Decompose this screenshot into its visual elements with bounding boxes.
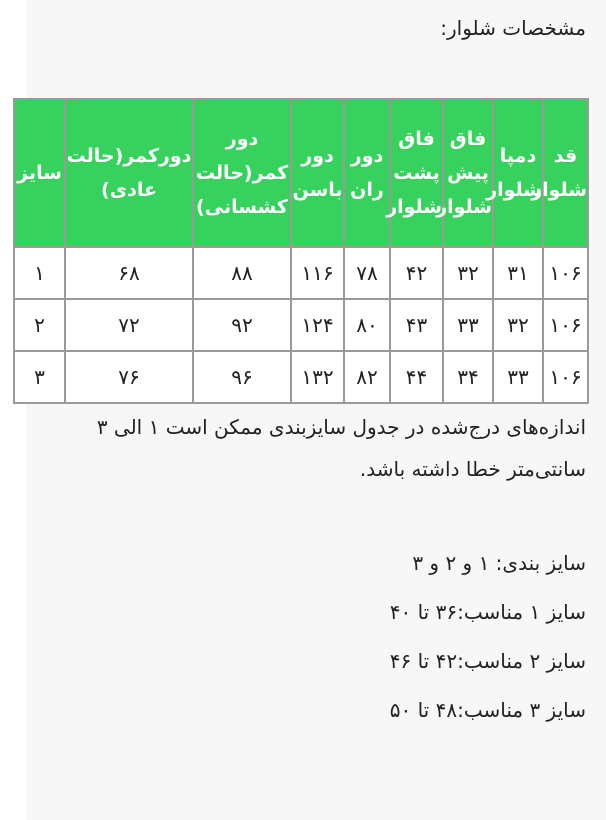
table-cell: ۹۶ (193, 351, 291, 403)
table-row (14, 351, 588, 403)
sizing-line-3: سایز ۳ مناسب:۴۸ تا ۵۰ (389, 698, 586, 722)
table-header-row (14, 99, 588, 247)
table-cell: ۱۰۶ (543, 299, 588, 351)
table-cell: ۳ (14, 351, 65, 403)
table-cell: ۱ (14, 247, 65, 299)
table-cell: ۳۱ (493, 247, 543, 299)
table-cell: ۱۲۴ (291, 299, 344, 351)
header-front-rise: فاق پیش شلوار (443, 99, 493, 247)
header-pant-length: قد شلوار (543, 99, 588, 247)
table-cell: ۸۰ (344, 299, 390, 351)
table-cell: ۱۰۶ (543, 351, 588, 403)
size-table (13, 98, 589, 404)
table-cell: ۳۴ (443, 351, 493, 403)
table-cell: ۳۳ (493, 351, 543, 403)
table-row (14, 299, 588, 351)
table-cell: ۸۲ (344, 351, 390, 403)
sizing-title: سایز بندی: ۱ و ۲ و ۳ (412, 551, 586, 575)
table-cell: ۶۸ (65, 247, 193, 299)
measurement-note: اندازه‌های درج‌شده در جدول سایزبندی ممکن است ۱ الی ۳ سانتی‌متر خطا داشته باشد. (96, 415, 586, 481)
section-heading: مشخصات شلوار: (440, 16, 586, 40)
header-back-rise: فاق پشت شلوار (390, 99, 443, 247)
table-cell: ۴۲ (390, 247, 443, 299)
table-cell: ۴۳ (390, 299, 443, 351)
table-cell: ۱۰۶ (543, 247, 588, 299)
table-cell: ۳۲ (443, 247, 493, 299)
table-cell: ۷۶ (65, 351, 193, 403)
header-waist-normal: دورکمر(حالت عادی) (65, 99, 193, 247)
table-cell: ۲ (14, 299, 65, 351)
table-cell: ۱۳۲ (291, 351, 344, 403)
table-cell: ۳۳ (443, 299, 493, 351)
table-row (14, 247, 588, 299)
table-cell: ۴۴ (390, 351, 443, 403)
header-thigh: دور ران (344, 99, 390, 247)
table-cell: ۹۲ (193, 299, 291, 351)
header-size: سایز (14, 99, 65, 247)
table-cell: ۷۸ (344, 247, 390, 299)
sizing-line-2: سایز ۲ مناسب:۴۲ تا ۴۶ (389, 649, 586, 673)
header-waist-stretched: دور کمر(حالت کشسانی) (193, 99, 291, 247)
header-hem-width: دمپا شلوار (493, 99, 543, 247)
header-hip: دور باسن (291, 99, 344, 247)
sizing-line-1: سایز ۱ مناسب:۳۶ تا ۴۰ (389, 600, 586, 624)
table-cell: ۱۱۶ (291, 247, 344, 299)
table-cell: ۳۲ (493, 299, 543, 351)
table-cell: ۸۸ (193, 247, 291, 299)
table-cell: ۷۲ (65, 299, 193, 351)
